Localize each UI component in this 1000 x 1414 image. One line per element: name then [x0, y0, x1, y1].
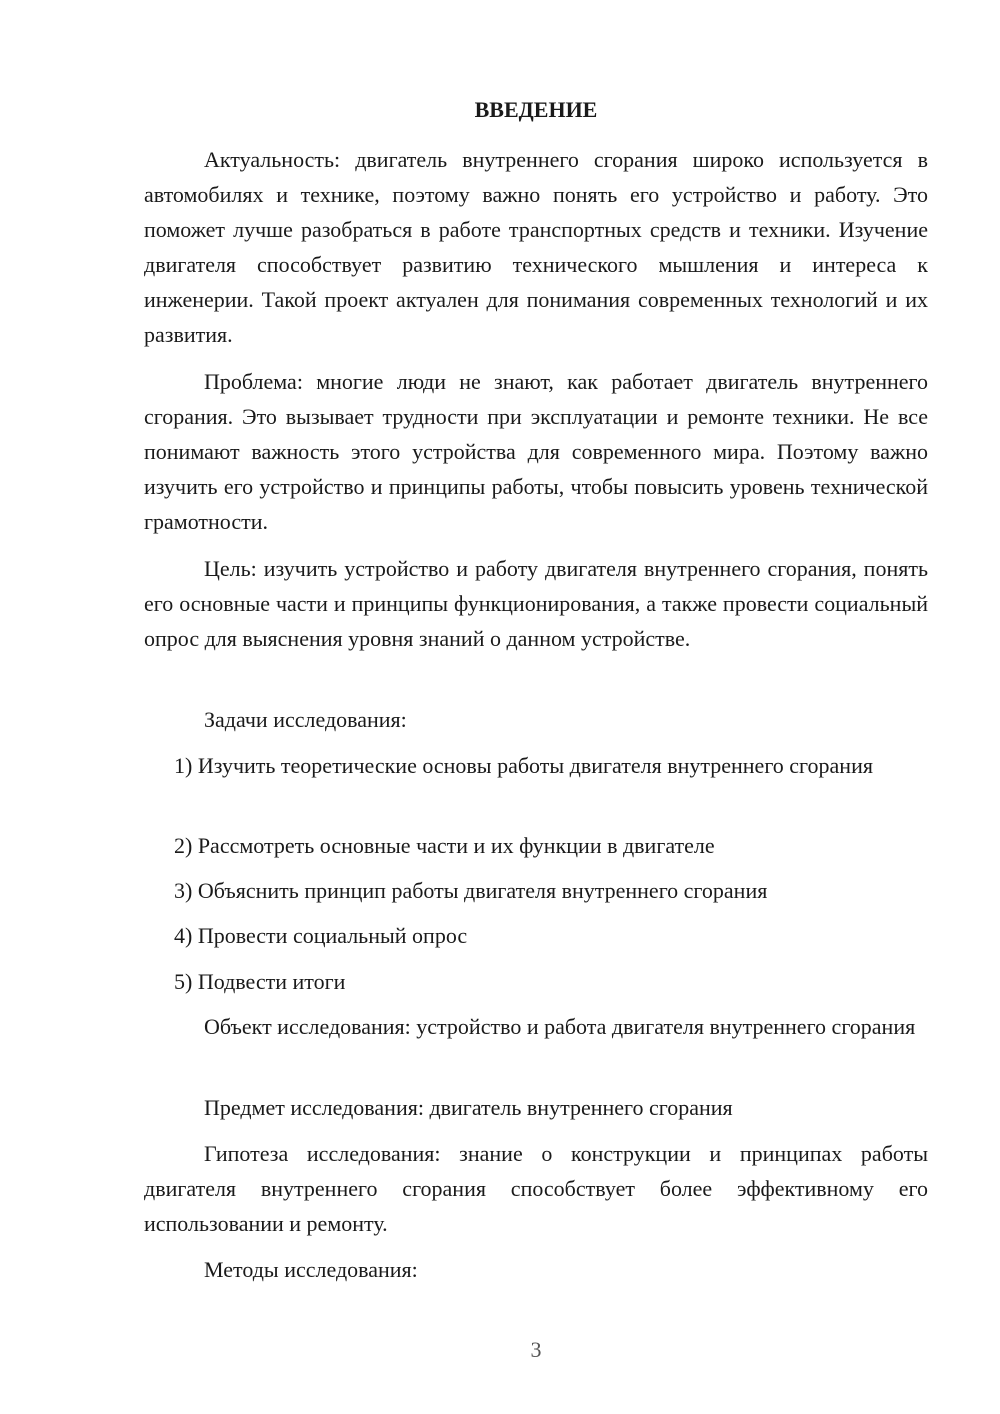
relevance-text: Актуальность: двигатель внутреннего сгорания широко используется в автомобилях и технике, поэтому важно понять его устройство и работу. Это поможет лучше разобраться в работе транспортных средств и техники. Изучение двигателя способствует развитию технического мышления и интереса к инженерии. Такой проект актуален для понимания современных технологий и их развития. — [144, 147, 928, 347]
task-item-2: 2) Рассмотреть основные части и их функции в двигателе — [174, 833, 715, 858]
tasks-title-paragraph — [144, 702, 928, 737]
tasks-title-text: Задачи исследования: — [204, 707, 407, 732]
task-item-5: 5) Подвести итоги — [174, 969, 346, 994]
object-paragraph — [144, 1009, 928, 1044]
goal-text: Цель: изучить устройство и работу двигателя внутреннего сгорания, понять его основные части и принципы функционирования, а также провести социальный опрос для выяснения уровня знаний о данном устройстве. — [144, 556, 928, 651]
methods-title-text: Методы исследования: — [204, 1257, 418, 1282]
subject-text: Предмет исследования: двигатель внутреннего сгорания — [204, 1095, 733, 1120]
task-item-1: 1) Изучить теоретические основы работы двигателя внутреннего сгорания — [174, 753, 873, 778]
hypothesis-paragraph — [144, 1136, 928, 1241]
problem-text: Проблема: многие люди не знают, как работает двигатель внутреннего сгорания. Это вызывает трудности при эксплуатации и ремонте техники. Не все понимают важность этого устройства для современного мира. Поэтому важно изучить его устройство и принципы работы, чтобы повысить уровень технической грамотности. — [144, 369, 928, 534]
goal-paragraph — [144, 551, 928, 656]
relevance-paragraph — [144, 142, 928, 352]
task-item-3: 3) Объяснить принцип работы двигателя внутреннего сгорания — [174, 878, 768, 903]
page-number: 3 — [530, 1337, 542, 1362]
object-text: Объект исследования: устройство и работа двигателя внутреннего сгорания — [204, 1014, 916, 1039]
methods-title-paragraph — [144, 1252, 928, 1287]
subject-paragraph — [144, 1090, 928, 1125]
hypothesis-text: Гипотеза исследования: знание о конструкции и принципах работы двигателя внутреннего сгорания способствует более эффективному его использовании и ремонту. — [144, 1141, 928, 1236]
task-item-4: 4) Провести социальный опрос — [174, 923, 468, 948]
section-heading: ВВЕДЕНИЕ — [474, 97, 598, 122]
problem-paragraph — [144, 364, 928, 539]
